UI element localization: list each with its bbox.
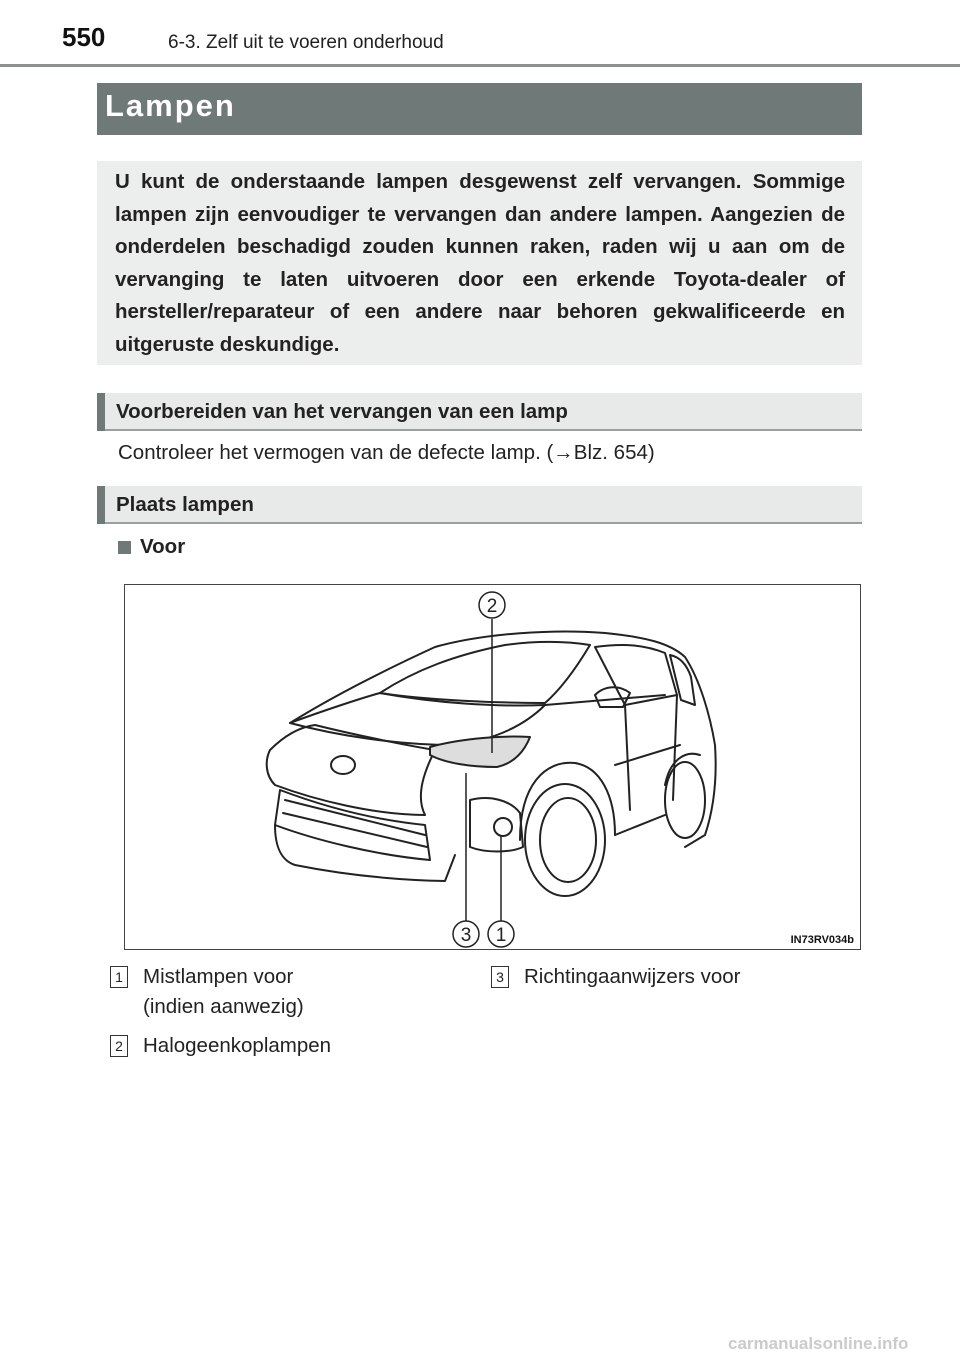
legend-item-1: Mistlampen voor (indien aanwezig) — [143, 965, 304, 1018]
legend-number-box: 3 — [491, 966, 509, 988]
car-illustration — [124, 584, 861, 950]
preparation-text: Controleer het vermogen van de defecte lamp. (→Blz. 654) — [118, 441, 655, 464]
page-number: 550 — [62, 22, 106, 52]
svg-text:3: 3 — [460, 925, 472, 946]
intro-text: U kunt de onderstaande lampen desgewenst zelf vervangen. Sommige lampen zijn eenvoudiger te vervangen dan andere lampen. Aangezien de onderdelen beschadigd zouden kunnen raken, raden wij u aan om de vervanging te laten uitvoeren door een erkende Toyota-dealer of hersteller/reparateur of een andere naar behoren gekwalificeerde en uitgeruste deskundige. — [115, 170, 845, 356]
svg-text:1: 1 — [495, 925, 507, 946]
page-link[interactable]: Blz. 654) — [573, 441, 655, 464]
subheading-label: Plaats lampen — [116, 493, 254, 516]
legend-number-box: 2 — [110, 1035, 128, 1057]
square-bullet-icon — [118, 541, 131, 554]
watermark: carmanualsonline.info — [728, 1334, 909, 1353]
arrow-icon: → — [553, 441, 574, 464]
callout-2 — [479, 592, 505, 618]
car-drawing — [125, 585, 860, 949]
figure-code: IN73RV034b — [790, 934, 854, 946]
legend-number-box: 1 — [110, 966, 128, 988]
subheading-accent — [97, 486, 105, 524]
subheading-locations — [97, 486, 862, 524]
subsection-title: Voor — [140, 535, 186, 558]
page-title: Lampen — [105, 88, 236, 123]
subheading-label: Voorbereiden van het vervangen van een lamp — [116, 400, 568, 423]
svg-text:2: 2 — [486, 596, 498, 617]
callout-1 — [488, 921, 514, 947]
legend-item-2: Halogeenkoplampen — [143, 1034, 332, 1057]
section-reference: 6-3. Zelf uit te voeren onderhoud — [168, 32, 444, 53]
legend-item-3: Richtingaanwijzers voor — [524, 965, 741, 988]
callout-3 — [453, 921, 479, 947]
subheading-preparation — [97, 393, 862, 431]
header-divider — [0, 64, 960, 67]
subheading-accent — [97, 393, 105, 431]
